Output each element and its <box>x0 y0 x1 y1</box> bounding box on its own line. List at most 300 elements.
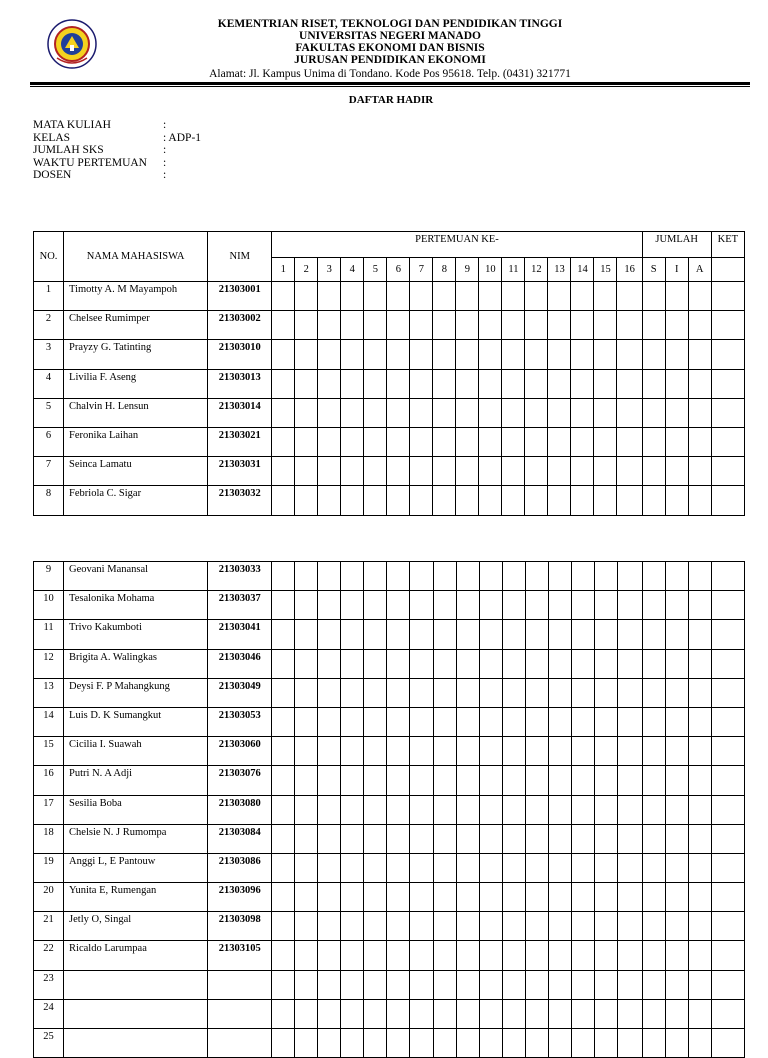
student-nim: 21303098 <box>208 912 272 941</box>
attendance-cell <box>341 766 364 795</box>
total-cell <box>688 970 711 999</box>
attendance-cell <box>594 970 617 999</box>
total-cell <box>665 398 688 427</box>
total-cell <box>665 562 688 591</box>
header-meeting-number: 11 <box>502 258 525 282</box>
attendance-cell <box>433 369 456 398</box>
attendance-cell <box>617 282 642 311</box>
attendance-cell <box>548 427 571 456</box>
total-cell <box>688 737 711 766</box>
attendance-cell <box>594 282 617 311</box>
attendance-cell <box>387 649 410 678</box>
attendance-cell <box>548 941 571 970</box>
attendance-cell <box>617 678 642 707</box>
attendance-cell <box>410 707 433 736</box>
total-cell <box>665 591 688 620</box>
attendance-cell <box>295 678 318 707</box>
attendance-cell <box>525 707 548 736</box>
attendance-cell <box>272 999 295 1028</box>
attendance-cell <box>594 427 617 456</box>
info-value: : <box>163 144 167 157</box>
attendance-cell <box>318 398 341 427</box>
attendance-cell <box>548 562 571 591</box>
total-cell <box>665 457 688 486</box>
attendance-cell <box>594 941 617 970</box>
attendance-cell <box>502 486 525 515</box>
info-label: JUMLAH SKS <box>33 144 104 157</box>
table-row <box>34 824 745 853</box>
attendance-cell <box>479 737 502 766</box>
attendance-cell <box>502 457 525 486</box>
attendance-cell <box>594 883 617 912</box>
student-number: 5 <box>34 398 64 427</box>
attendance-cell <box>571 853 594 882</box>
header-meeting-number: 4 <box>341 258 364 282</box>
attendance-cell <box>502 620 525 649</box>
attendance-cell <box>341 678 364 707</box>
total-cell <box>688 1029 711 1058</box>
attendance-cell <box>387 941 410 970</box>
attendance-cell <box>548 853 571 882</box>
attendance-cell <box>295 883 318 912</box>
attendance-cell <box>295 311 318 340</box>
header-note: KET <box>711 232 744 258</box>
attendance-cell <box>364 883 387 912</box>
student-nim: 21303080 <box>208 795 272 824</box>
attendance-cell <box>364 912 387 941</box>
header-total-type: A <box>688 258 711 282</box>
student-nim: 21303002 <box>208 311 272 340</box>
attendance-cell <box>456 369 479 398</box>
table-row <box>34 282 745 311</box>
attendance-cell <box>272 941 295 970</box>
attendance-cell <box>341 591 364 620</box>
attendance-cell <box>594 311 617 340</box>
attendance-cell <box>410 591 433 620</box>
attendance-cell <box>617 562 642 591</box>
attendance-cell <box>272 340 295 369</box>
attendance-cell <box>410 824 433 853</box>
attendance-cell <box>364 562 387 591</box>
attendance-cell <box>617 795 642 824</box>
attendance-cell <box>502 883 525 912</box>
attendance-cell <box>479 311 502 340</box>
student-number: 2 <box>34 311 64 340</box>
note-cell <box>711 427 744 456</box>
attendance-cell <box>318 912 341 941</box>
table-row <box>34 912 745 941</box>
total-cell <box>665 427 688 456</box>
header-meeting-number: 8 <box>433 258 456 282</box>
attendance-cell <box>525 999 548 1028</box>
info-label: DOSEN <box>33 169 72 182</box>
attendance-cell <box>410 999 433 1028</box>
student-nim: 21303076 <box>208 766 272 795</box>
attendance-cell <box>364 591 387 620</box>
attendance-cell <box>571 649 594 678</box>
note-cell <box>711 853 744 882</box>
attendance-cell <box>571 707 594 736</box>
attendance-cell <box>318 678 341 707</box>
total-cell <box>642 562 665 591</box>
student-nim: 21303060 <box>208 737 272 766</box>
student-nim: 21303084 <box>208 824 272 853</box>
attendance-cell <box>318 562 341 591</box>
student-nim: 21303096 <box>208 883 272 912</box>
note-cell <box>711 562 744 591</box>
attendance-cell <box>341 941 364 970</box>
attendance-cell <box>479 883 502 912</box>
attendance-cell <box>295 941 318 970</box>
student-nim: 21303013 <box>208 369 272 398</box>
student-name <box>64 1029 208 1058</box>
header-meeting-number: 12 <box>525 258 548 282</box>
attendance-cell <box>502 912 525 941</box>
attendance-cell <box>295 427 318 456</box>
total-cell <box>688 795 711 824</box>
student-nim: 21303041 <box>208 620 272 649</box>
attendance-cell <box>594 620 617 649</box>
attendance-cell <box>525 970 548 999</box>
attendance-cell <box>571 912 594 941</box>
attendance-cell <box>617 398 642 427</box>
attendance-cell <box>594 707 617 736</box>
attendance-cell <box>433 311 456 340</box>
student-name: Jetly O, Singal <box>64 912 208 941</box>
total-cell <box>642 311 665 340</box>
attendance-cell <box>456 707 479 736</box>
table-row <box>34 795 745 824</box>
attendance-cell <box>456 737 479 766</box>
header-meeting-number: 9 <box>456 258 479 282</box>
attendance-cell <box>364 853 387 882</box>
attendance-cell <box>318 766 341 795</box>
table-row <box>34 591 745 620</box>
attendance-cell <box>295 340 318 369</box>
attendance-cell <box>548 824 571 853</box>
attendance-cell <box>272 369 295 398</box>
attendance-cell <box>525 649 548 678</box>
attendance-cell <box>295 369 318 398</box>
attendance-cell <box>479 678 502 707</box>
attendance-cell <box>410 941 433 970</box>
attendance-cell <box>617 486 642 515</box>
student-name: Geovani Manansal <box>64 562 208 591</box>
attendance-cell <box>548 369 571 398</box>
attendance-cell <box>272 591 295 620</box>
attendance-cell <box>456 824 479 853</box>
total-cell <box>688 941 711 970</box>
attendance-cell <box>410 795 433 824</box>
attendance-cell <box>387 737 410 766</box>
attendance-cell <box>456 427 479 456</box>
attendance-cell <box>617 883 642 912</box>
header-total: JUMLAH <box>642 232 711 258</box>
attendance-cell <box>364 678 387 707</box>
attendance-cell <box>479 369 502 398</box>
total-cell <box>688 678 711 707</box>
attendance-cell <box>571 824 594 853</box>
attendance-cell <box>433 398 456 427</box>
student-name: Febriola C. Sigar <box>64 486 208 515</box>
student-name: Deysi F. P Mahangkung <box>64 678 208 707</box>
total-cell <box>665 824 688 853</box>
attendance-cell <box>410 311 433 340</box>
attendance-cell <box>295 707 318 736</box>
total-cell <box>665 369 688 398</box>
attendance-cell <box>272 1029 295 1058</box>
attendance-cell <box>548 737 571 766</box>
table-row <box>34 369 745 398</box>
note-cell <box>711 486 744 515</box>
attendance-cell <box>318 737 341 766</box>
total-cell <box>642 912 665 941</box>
attendance-cell <box>617 941 642 970</box>
total-cell <box>688 620 711 649</box>
total-cell <box>642 678 665 707</box>
attendance-cell <box>502 591 525 620</box>
attendance-cell <box>272 649 295 678</box>
student-nim: 21303014 <box>208 398 272 427</box>
attendance-cell <box>318 707 341 736</box>
table-row <box>34 340 745 369</box>
note-cell <box>711 912 744 941</box>
student-name: Sesilia Boba <box>64 795 208 824</box>
attendance-cell <box>479 562 502 591</box>
attendance-cell <box>387 620 410 649</box>
student-nim: 21303010 <box>208 340 272 369</box>
total-cell <box>688 853 711 882</box>
total-cell <box>688 311 711 340</box>
attendance-cell <box>295 591 318 620</box>
attendance-cell <box>502 766 525 795</box>
attendance-cell <box>456 766 479 795</box>
attendance-cell <box>571 340 594 369</box>
table-row <box>34 398 745 427</box>
attendance-cell <box>594 340 617 369</box>
student-nim <box>208 1029 272 1058</box>
attendance-cell <box>502 340 525 369</box>
note-cell <box>711 795 744 824</box>
attendance-cell <box>364 1029 387 1058</box>
student-nim: 21303031 <box>208 457 272 486</box>
attendance-cell <box>571 1029 594 1058</box>
total-cell <box>688 457 711 486</box>
student-name: Prayzy G. Tatinting <box>64 340 208 369</box>
attendance-cell <box>548 649 571 678</box>
attendance-cell <box>548 591 571 620</box>
total-cell <box>642 591 665 620</box>
student-nim: 21303037 <box>208 591 272 620</box>
table-row <box>34 620 745 649</box>
attendance-cell <box>571 591 594 620</box>
attendance-cell <box>364 282 387 311</box>
attendance-cell <box>318 649 341 678</box>
attendance-cell <box>387 853 410 882</box>
attendance-cell <box>341 795 364 824</box>
attendance-cell <box>318 1029 341 1058</box>
attendance-cell <box>341 883 364 912</box>
attendance-cell <box>479 912 502 941</box>
student-name: Tesalonika Mohama <box>64 591 208 620</box>
note-cell <box>711 457 744 486</box>
attendance-cell <box>341 562 364 591</box>
attendance-cell <box>548 398 571 427</box>
attendance-cell <box>502 707 525 736</box>
header-student-name: NAMA MAHASISWA <box>64 232 208 282</box>
attendance-cell <box>433 737 456 766</box>
attendance-cell <box>525 562 548 591</box>
attendance-cell <box>548 486 571 515</box>
student-number: 21 <box>34 912 64 941</box>
attendance-cell <box>341 486 364 515</box>
attendance-cell <box>594 562 617 591</box>
attendance-cell <box>410 737 433 766</box>
attendance-cell <box>525 883 548 912</box>
letterhead-rule <box>30 82 750 85</box>
attendance-cell <box>433 340 456 369</box>
attendance-cell <box>295 562 318 591</box>
attendance-cell <box>548 620 571 649</box>
attendance-cell <box>502 999 525 1028</box>
info-value: : <box>163 156 167 169</box>
student-nim: 21303105 <box>208 941 272 970</box>
total-cell <box>665 999 688 1028</box>
attendance-cell <box>433 1029 456 1058</box>
table-row <box>34 311 745 340</box>
student-name: Chalvin H. Lensun <box>64 398 208 427</box>
letterhead-address: Alamat: Jl. Kampus Unima di Tondano. Kode Pos 95618. Telp. (0431) 321771 <box>209 68 571 80</box>
total-cell <box>665 282 688 311</box>
attendance-cell <box>571 562 594 591</box>
header-meeting-number: 16 <box>617 258 642 282</box>
header-meeting-number: 6 <box>387 258 410 282</box>
header-total-type: I <box>665 258 688 282</box>
student-number: 18 <box>34 824 64 853</box>
attendance-cell <box>525 457 548 486</box>
attendance-cell <box>364 486 387 515</box>
attendance-cell <box>479 282 502 311</box>
student-name: Feronika Laihan <box>64 427 208 456</box>
attendance-cell <box>364 941 387 970</box>
attendance-cell <box>295 398 318 427</box>
attendance-cell <box>387 282 410 311</box>
attendance-cell <box>410 1029 433 1058</box>
header-total-type: S <box>642 258 665 282</box>
attendance-cell <box>456 970 479 999</box>
attendance-cell <box>410 853 433 882</box>
attendance-cell <box>341 853 364 882</box>
attendance-cell <box>479 824 502 853</box>
attendance-cell <box>456 941 479 970</box>
total-cell <box>665 707 688 736</box>
student-number: 9 <box>34 562 64 591</box>
attendance-cell <box>479 486 502 515</box>
student-number: 17 <box>34 795 64 824</box>
attendance-cell <box>272 620 295 649</box>
student-number: 4 <box>34 369 64 398</box>
attendance-cell <box>410 912 433 941</box>
student-name: Timotty A. M Mayampoh <box>64 282 208 311</box>
attendance-cell <box>318 457 341 486</box>
attendance-cell <box>295 912 318 941</box>
attendance-cell <box>502 678 525 707</box>
attendance-cell <box>617 970 642 999</box>
attendance-cell <box>502 562 525 591</box>
attendance-cell <box>456 591 479 620</box>
attendance-cell <box>387 970 410 999</box>
attendance-cell <box>364 398 387 427</box>
attendance-cell <box>456 562 479 591</box>
attendance-cell <box>502 649 525 678</box>
attendance-cell <box>410 340 433 369</box>
attendance-cell <box>617 737 642 766</box>
attendance-cell <box>433 620 456 649</box>
table-row <box>34 562 745 591</box>
student-nim: 21303032 <box>208 486 272 515</box>
attendance-cell <box>341 999 364 1028</box>
note-cell <box>711 282 744 311</box>
student-number: 25 <box>34 1029 64 1058</box>
header-note-cell <box>711 258 744 282</box>
attendance-cell <box>617 824 642 853</box>
total-cell <box>642 941 665 970</box>
student-number: 16 <box>34 766 64 795</box>
total-cell <box>665 649 688 678</box>
attendance-cell <box>594 1029 617 1058</box>
attendance-cell <box>617 427 642 456</box>
table-row <box>34 649 745 678</box>
attendance-cell <box>387 486 410 515</box>
student-nim <box>208 970 272 999</box>
total-cell <box>642 766 665 795</box>
attendance-cell <box>456 649 479 678</box>
attendance-cell <box>525 912 548 941</box>
attendance-cell <box>318 824 341 853</box>
note-cell <box>711 398 744 427</box>
total-cell <box>688 912 711 941</box>
attendance-cell <box>364 427 387 456</box>
student-name: Cicilia I. Suawah <box>64 737 208 766</box>
table-row <box>34 737 745 766</box>
attendance-cell <box>410 427 433 456</box>
student-nim: 21303046 <box>208 649 272 678</box>
table-row <box>34 486 745 515</box>
course-info <box>33 119 201 182</box>
attendance-cell <box>341 649 364 678</box>
attendance-cell <box>318 369 341 398</box>
total-cell <box>688 883 711 912</box>
attendance-cell <box>318 486 341 515</box>
attendance-cell <box>272 883 295 912</box>
attendance-cell <box>456 853 479 882</box>
attendance-cell <box>456 795 479 824</box>
attendance-cell <box>341 282 364 311</box>
attendance-cell <box>272 853 295 882</box>
student-name: Seinca Lamatu <box>64 457 208 486</box>
attendance-cell <box>272 427 295 456</box>
attendance-cell <box>571 457 594 486</box>
table-row <box>34 999 745 1028</box>
document-title: DAFTAR HADIR <box>348 94 434 106</box>
attendance-cell <box>479 591 502 620</box>
attendance-cell <box>525 398 548 427</box>
total-cell <box>642 737 665 766</box>
attendance-cell <box>479 340 502 369</box>
attendance-cell <box>479 649 502 678</box>
attendance-cell <box>617 853 642 882</box>
attendance-cell <box>456 340 479 369</box>
